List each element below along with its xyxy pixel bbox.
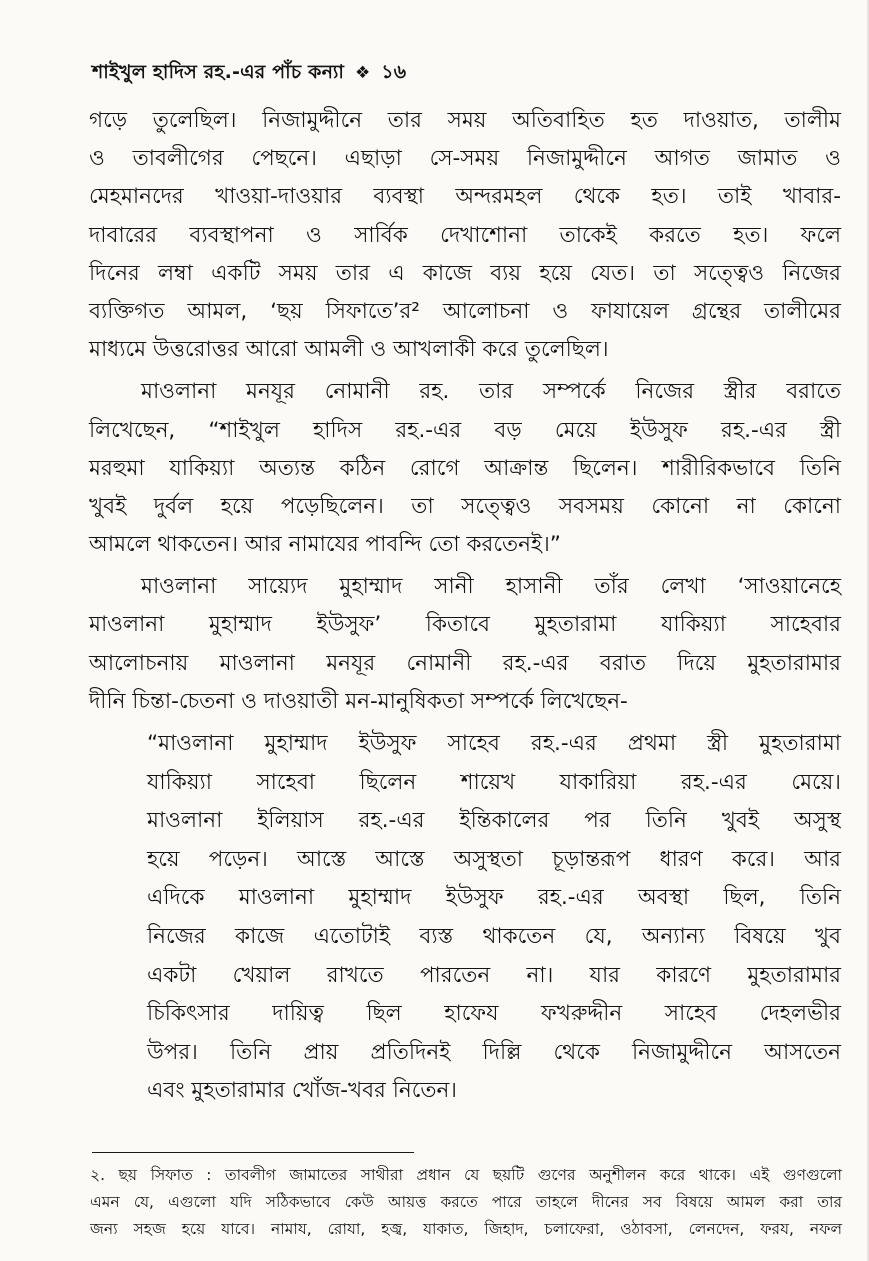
text-line: লিখেছেন, “শাইখুল হাদিস রহ.-এর বড় মেয়ে ইউসুফ রহ.-এর স্ত্রী: [89, 417, 841, 443]
footnote-line: ২. ছয় সিফাত : তাবলীগ জামাতের সাথীরা প্রধান যে ছয়টি গুণের অনুশীলন করে থাকে। এই গুণগুলো: [90, 1166, 842, 1184]
text-line: গড়ে তুলেছিল। নিজামুদ্দীনে তার সময় অতিবাহিত হত দাওয়াত, তালীম: [89, 108, 841, 133]
text-line: আলোচনায় মাওলানা মনযূর নোমানী রহ.-এর বরাত দিয়ে মুহতারামার: [89, 650, 841, 676]
text-line: মরহুমা যাকিয়্যা অত্যন্ত কঠিন রোগে আক্রান্ত ছিলেন। শারীরিকভাবে তিনি: [89, 455, 841, 481]
quote-line: মাওলানা ইলিয়াস রহ.-এর ইন্তিকালের পর তিনি খুবই অসুস্থ: [147, 808, 841, 834]
text-line: মাওলানা মুহাম্মাদ ইউসুফ’ কিতাবে মুহতারামা যাকিয়্যা সাহেবার: [89, 612, 841, 638]
text-line: দীনি চিন্তা-চেতনা ও দাওয়াতী মন-মানুষিকতা সম্পর্কে লিখেছেন-: [89, 688, 628, 714]
footnote-line: এমন যে, এগুলো যদি সঠিকভাবে কেউ আয়ত্ত করতে পারে তাহলে দীনের সব বিষয়ে আমল করা তার: [90, 1193, 842, 1211]
quote-line: চিকিৎসার দায়িত্ব ছিল হাফেয ফখরুদ্দীন সাহেব দেহলভীর: [147, 1001, 841, 1027]
text-line: ব্যক্তিগত আমল, ‘ছয় সিফাতে’র² আলোচনা ও ফাযায়েল গ্রন্থের তালীমের: [89, 298, 841, 324]
body-text: [89, 102, 841, 1111]
text-line: মাধ্যমে উত্তরোত্তর আরো আমলী ও আখলাকী করে তুলেছিল।: [89, 337, 609, 363]
quote-line: এবং মুহতারামার খোঁজ-খবর নিতেন।: [147, 1078, 457, 1104]
quote-line: একটা খেয়াল রাখতে পারতেন না। যার কারণে মুহতারামার: [147, 962, 841, 988]
paragraph-1: [89, 102, 841, 369]
block-quote: [89, 725, 841, 1111]
text-line: মেহমানদের খাওয়া-দাওয়ার ব্যবস্থা অন্দরমহল থেকে হত। তাই খাবার-: [89, 184, 841, 210]
text-line: ও তাবলীগের পেছনে। এছাড়া সে-সময় নিজামুদ্দীনে আগত জামাত ও: [89, 146, 841, 172]
footnote: [90, 1162, 842, 1243]
paragraph-3: [89, 568, 841, 721]
text-line: খুবই দুর্বল হয়ে পড়েছিলেন। তা সত্ত্বেও সবসময় কোনো না কোনো: [89, 493, 841, 519]
text-line: দাবারের ব্যবস্থাপনা ও সার্বিক দেখাশোনা তাকেই করতে হত। ফলে: [89, 222, 841, 248]
text-line: দিনের লম্বা একটি সময় তার এ কাজে ব্যয় হয়ে যেত। তা সত্ত্বেও নিজের: [89, 260, 841, 286]
quote-line: যাকিয়্যা সাহেবা ছিলেন শায়েখ যাকারিয়া রহ.-এর মেয়ে।: [147, 769, 841, 795]
running-header: [92, 58, 406, 90]
page-number: ১৬: [381, 61, 407, 83]
paragraph-2: [89, 373, 841, 564]
text-line: মাওলানা সায়্যেদ মুহাম্মাদ সানী হাসানী তাঁর লেখা ‘সাওয়ানেহে: [141, 574, 841, 600]
quote-line: এদিকে মাওলানা মুহাম্মাদ ইউসুফ রহ.-এর অবস্থা ছিল, তিনি: [147, 885, 841, 911]
quote-line: নিজের কাজে এতোটাই ব্যস্ত থাকতেন যে, অন্যান্য বিষয়ে খুব: [147, 923, 841, 949]
text-line: মাওলানা মনযূর নোমানী রহ. তার সম্পর্কে নিজের স্ত্রীর বরাতে: [141, 379, 841, 405]
footnote-divider: [92, 1152, 414, 1153]
ornament-icon: ❖: [354, 63, 371, 83]
quote-line: “মাওলানা মুহাম্মাদ ইউসুফ সাহেব রহ.-এর প্রথমা স্ত্রী মুহতারামা: [147, 731, 841, 756]
quote-line: উপর। তিনি প্রায় প্রতিদিনই দিল্লি থেকে নিজামুদ্দীনে আসতেন: [147, 1039, 841, 1065]
footnote-line: জন্য সহজ হয়ে যাবে। নামায, রোযা, হজ্ব, যাকাত, জিহাদ, চলাফেরা, ওঠাবসা, লেনদেন, ফরয, নফল: [90, 1220, 842, 1238]
header-title: শাইখুল হাদিস রহ.-এর পাঁচ কন্যা: [92, 61, 345, 83]
text-line: আমলে থাকতেন। আর নামাযের পাবন্দি তো করতেনই।”: [89, 532, 561, 558]
quote-line: হয়ে পড়েন। আস্তে আস্তে অসুস্থতা চূড়ান্তরূপ ধারণ করে। আর: [147, 846, 841, 872]
